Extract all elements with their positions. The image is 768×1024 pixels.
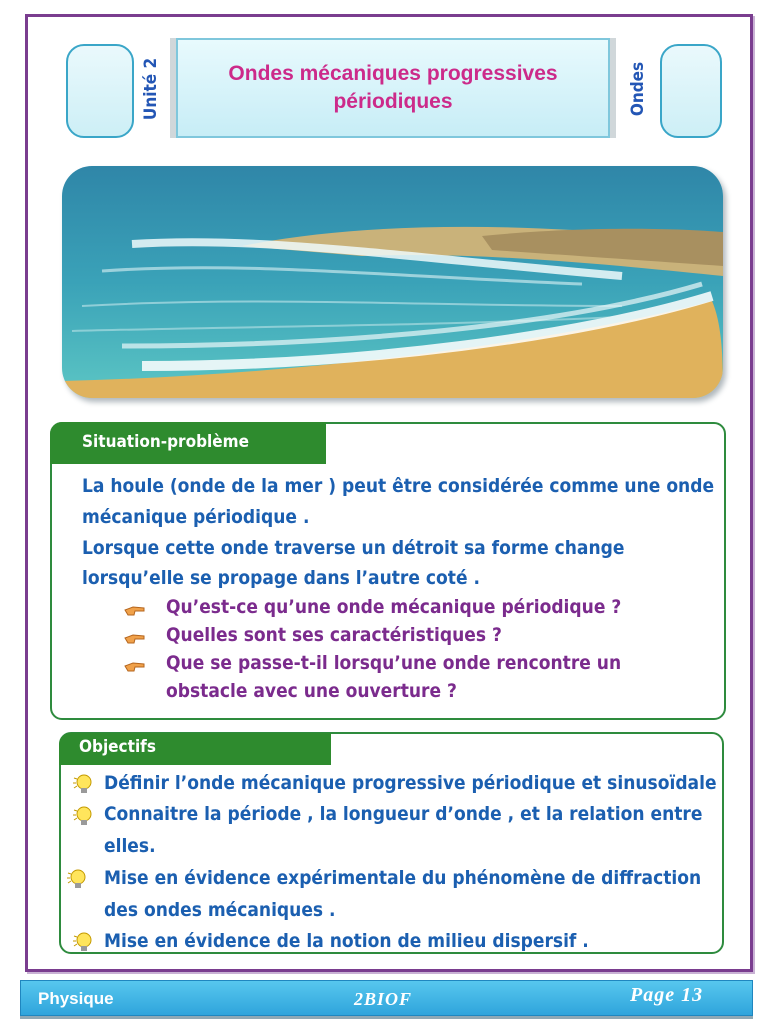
situation-line-2: mécanique périodique . — [82, 506, 310, 528]
situation-line-4: lorsqu’elle se propage dans l’autre coté . — [82, 567, 480, 589]
topic-label: Ondes — [628, 61, 649, 117]
question-2: Quelles sont ses caractéristiques ? — [166, 624, 502, 646]
light-bulb-icon — [72, 930, 94, 954]
objective-4: Mise en évidence de la notion de milieu dispersif . — [104, 930, 589, 952]
objective-3-cont: des ondes mécaniques . — [104, 899, 336, 921]
objective-2: Connaitre la période , la longueur d’onde , et la relation entre — [104, 803, 703, 825]
pointing-hand-icon — [124, 603, 146, 617]
light-bulb-icon — [72, 804, 94, 828]
unit-label: Unité 2 — [141, 57, 162, 121]
objective-1: Définir l’onde mécanique progressive périodique et sinusoïdale — [104, 772, 717, 794]
title-line-2: périodiques — [333, 90, 453, 113]
sea-waves-photo — [62, 166, 723, 398]
footer-level: 2BIOF — [354, 989, 413, 1009]
question-3: Que se passe-t-il lorsqu’une onde rencontre un — [166, 652, 622, 674]
situation-tab: Situation-problème — [50, 422, 326, 464]
footer-subject: Physique — [38, 989, 114, 1008]
pointing-hand-icon — [124, 659, 146, 673]
page-title — [180, 60, 606, 116]
title-line-1: Ondes mécaniques progressives — [228, 62, 558, 85]
situation-line-3: Lorsque cette onde traverse un détroit sa forme change — [82, 537, 625, 559]
pointing-hand-icon — [124, 631, 146, 645]
situation-line-1: La houle (onde de la mer ) peut être considérée comme une onde — [82, 475, 715, 497]
objective-2-cont: elles. — [104, 835, 156, 857]
topic-tab — [660, 44, 722, 138]
unit-label-box — [133, 48, 169, 130]
question-3-cont: obstacle avec une ouverture ? — [166, 680, 457, 702]
light-bulb-icon — [66, 867, 88, 891]
unit-tab — [66, 44, 134, 138]
question-1: Qu’est-ce qu’une onde mécanique périodique ? — [166, 596, 622, 618]
topic-label-box — [620, 48, 656, 130]
objectives-tab: Objectifs — [59, 733, 331, 765]
footer-page-number: Page 13 — [630, 984, 704, 1006]
light-bulb-icon — [72, 772, 94, 796]
objective-3: Mise en évidence expérimentale du phénomène de diffraction — [104, 867, 702, 889]
